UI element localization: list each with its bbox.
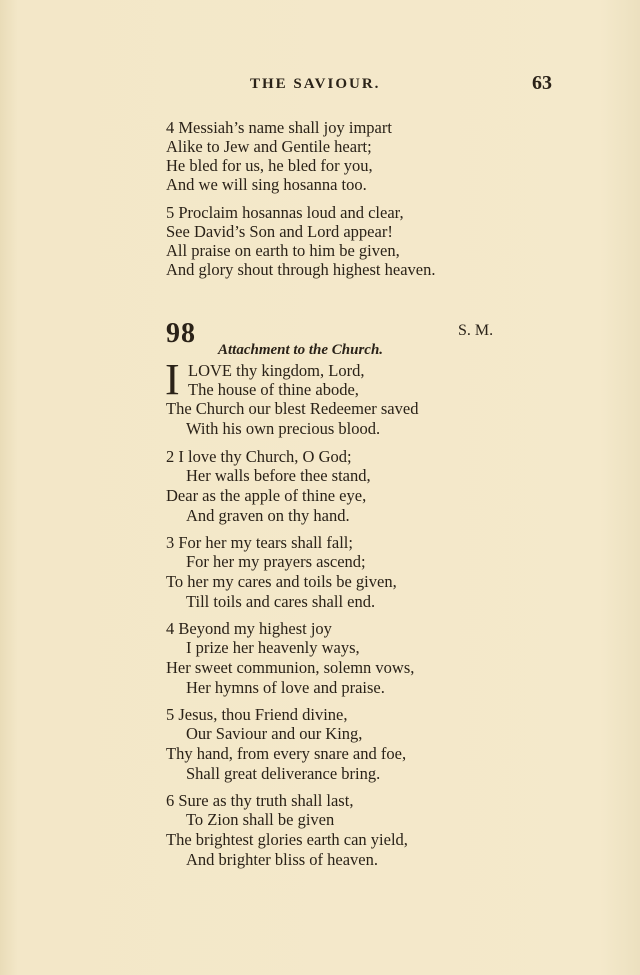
verse-line: Her walls before thee stand, xyxy=(186,466,371,485)
verse-line: And brighter bliss of heaven. xyxy=(186,850,378,869)
verse-line: Dear as the apple of thine eye, xyxy=(166,486,367,505)
verse-line: The house of thine abode, xyxy=(188,380,359,399)
verse-line: And glory shout through highest heaven. xyxy=(166,260,436,279)
hymn-title: Attachment to the Church. xyxy=(218,342,384,358)
verse-line: With his own precious blood. xyxy=(186,419,381,438)
verse-line: 4 Messiah’s name shall joy impart xyxy=(166,118,392,137)
verse-line: He bled for us, he bled for you, xyxy=(166,156,373,175)
verse-line: 3 For her my tears shall fall; xyxy=(166,533,353,552)
verse-line: To Zion shall be given xyxy=(186,810,335,829)
verse-line: 4 Beyond my highest joy xyxy=(166,619,332,638)
verse-line: Alike to Jew and Gentile heart; xyxy=(166,137,372,156)
verse-line: All praise on earth to him be given, xyxy=(166,241,400,260)
hymn-number: 98 xyxy=(166,318,196,349)
verse-line: I prize her heavenly ways, xyxy=(186,638,360,657)
verse-line: Her hymns of love and praise. xyxy=(186,678,385,697)
verse-line: 6 Sure as thy truth shall last, xyxy=(166,791,354,810)
verse-line: And graven on thy hand. xyxy=(186,506,350,525)
verse-line: Shall great deliverance bring. xyxy=(186,764,381,783)
verse-line: See David’s Son and Lord appear! xyxy=(166,222,393,241)
verse-line: Her sweet communion, solemn vows, xyxy=(166,658,415,677)
verse-line: 5 Proclaim hosannas loud and clear, xyxy=(166,203,404,222)
verse-line: Thy hand, from every snare and foe, xyxy=(166,744,407,763)
verse-line: The brightest glories earth can yield, xyxy=(166,830,408,849)
hymn-meter: S. M. xyxy=(458,322,494,339)
running-title: THE SAVIOUR. xyxy=(250,76,381,92)
dropcap-letter: I xyxy=(165,355,180,404)
verse-line: And we will sing hosanna too. xyxy=(166,175,367,194)
verse-line: Our Saviour and our King, xyxy=(186,724,363,743)
verse-line: Till toils and cares shall end. xyxy=(186,592,376,611)
verse-line: For her my prayers ascend; xyxy=(186,552,366,571)
page-number: 63 xyxy=(532,72,552,94)
verse-line: LOVE thy kingdom, Lord, xyxy=(188,361,365,380)
verse-line: 2 I love thy Church, O God; xyxy=(166,447,352,466)
verse-line: To her my cares and toils be given, xyxy=(166,572,397,591)
verse-line: The Church our blest Redeemer saved xyxy=(166,399,419,418)
verse-line: 5 Jesus, thou Friend divine, xyxy=(166,705,348,724)
